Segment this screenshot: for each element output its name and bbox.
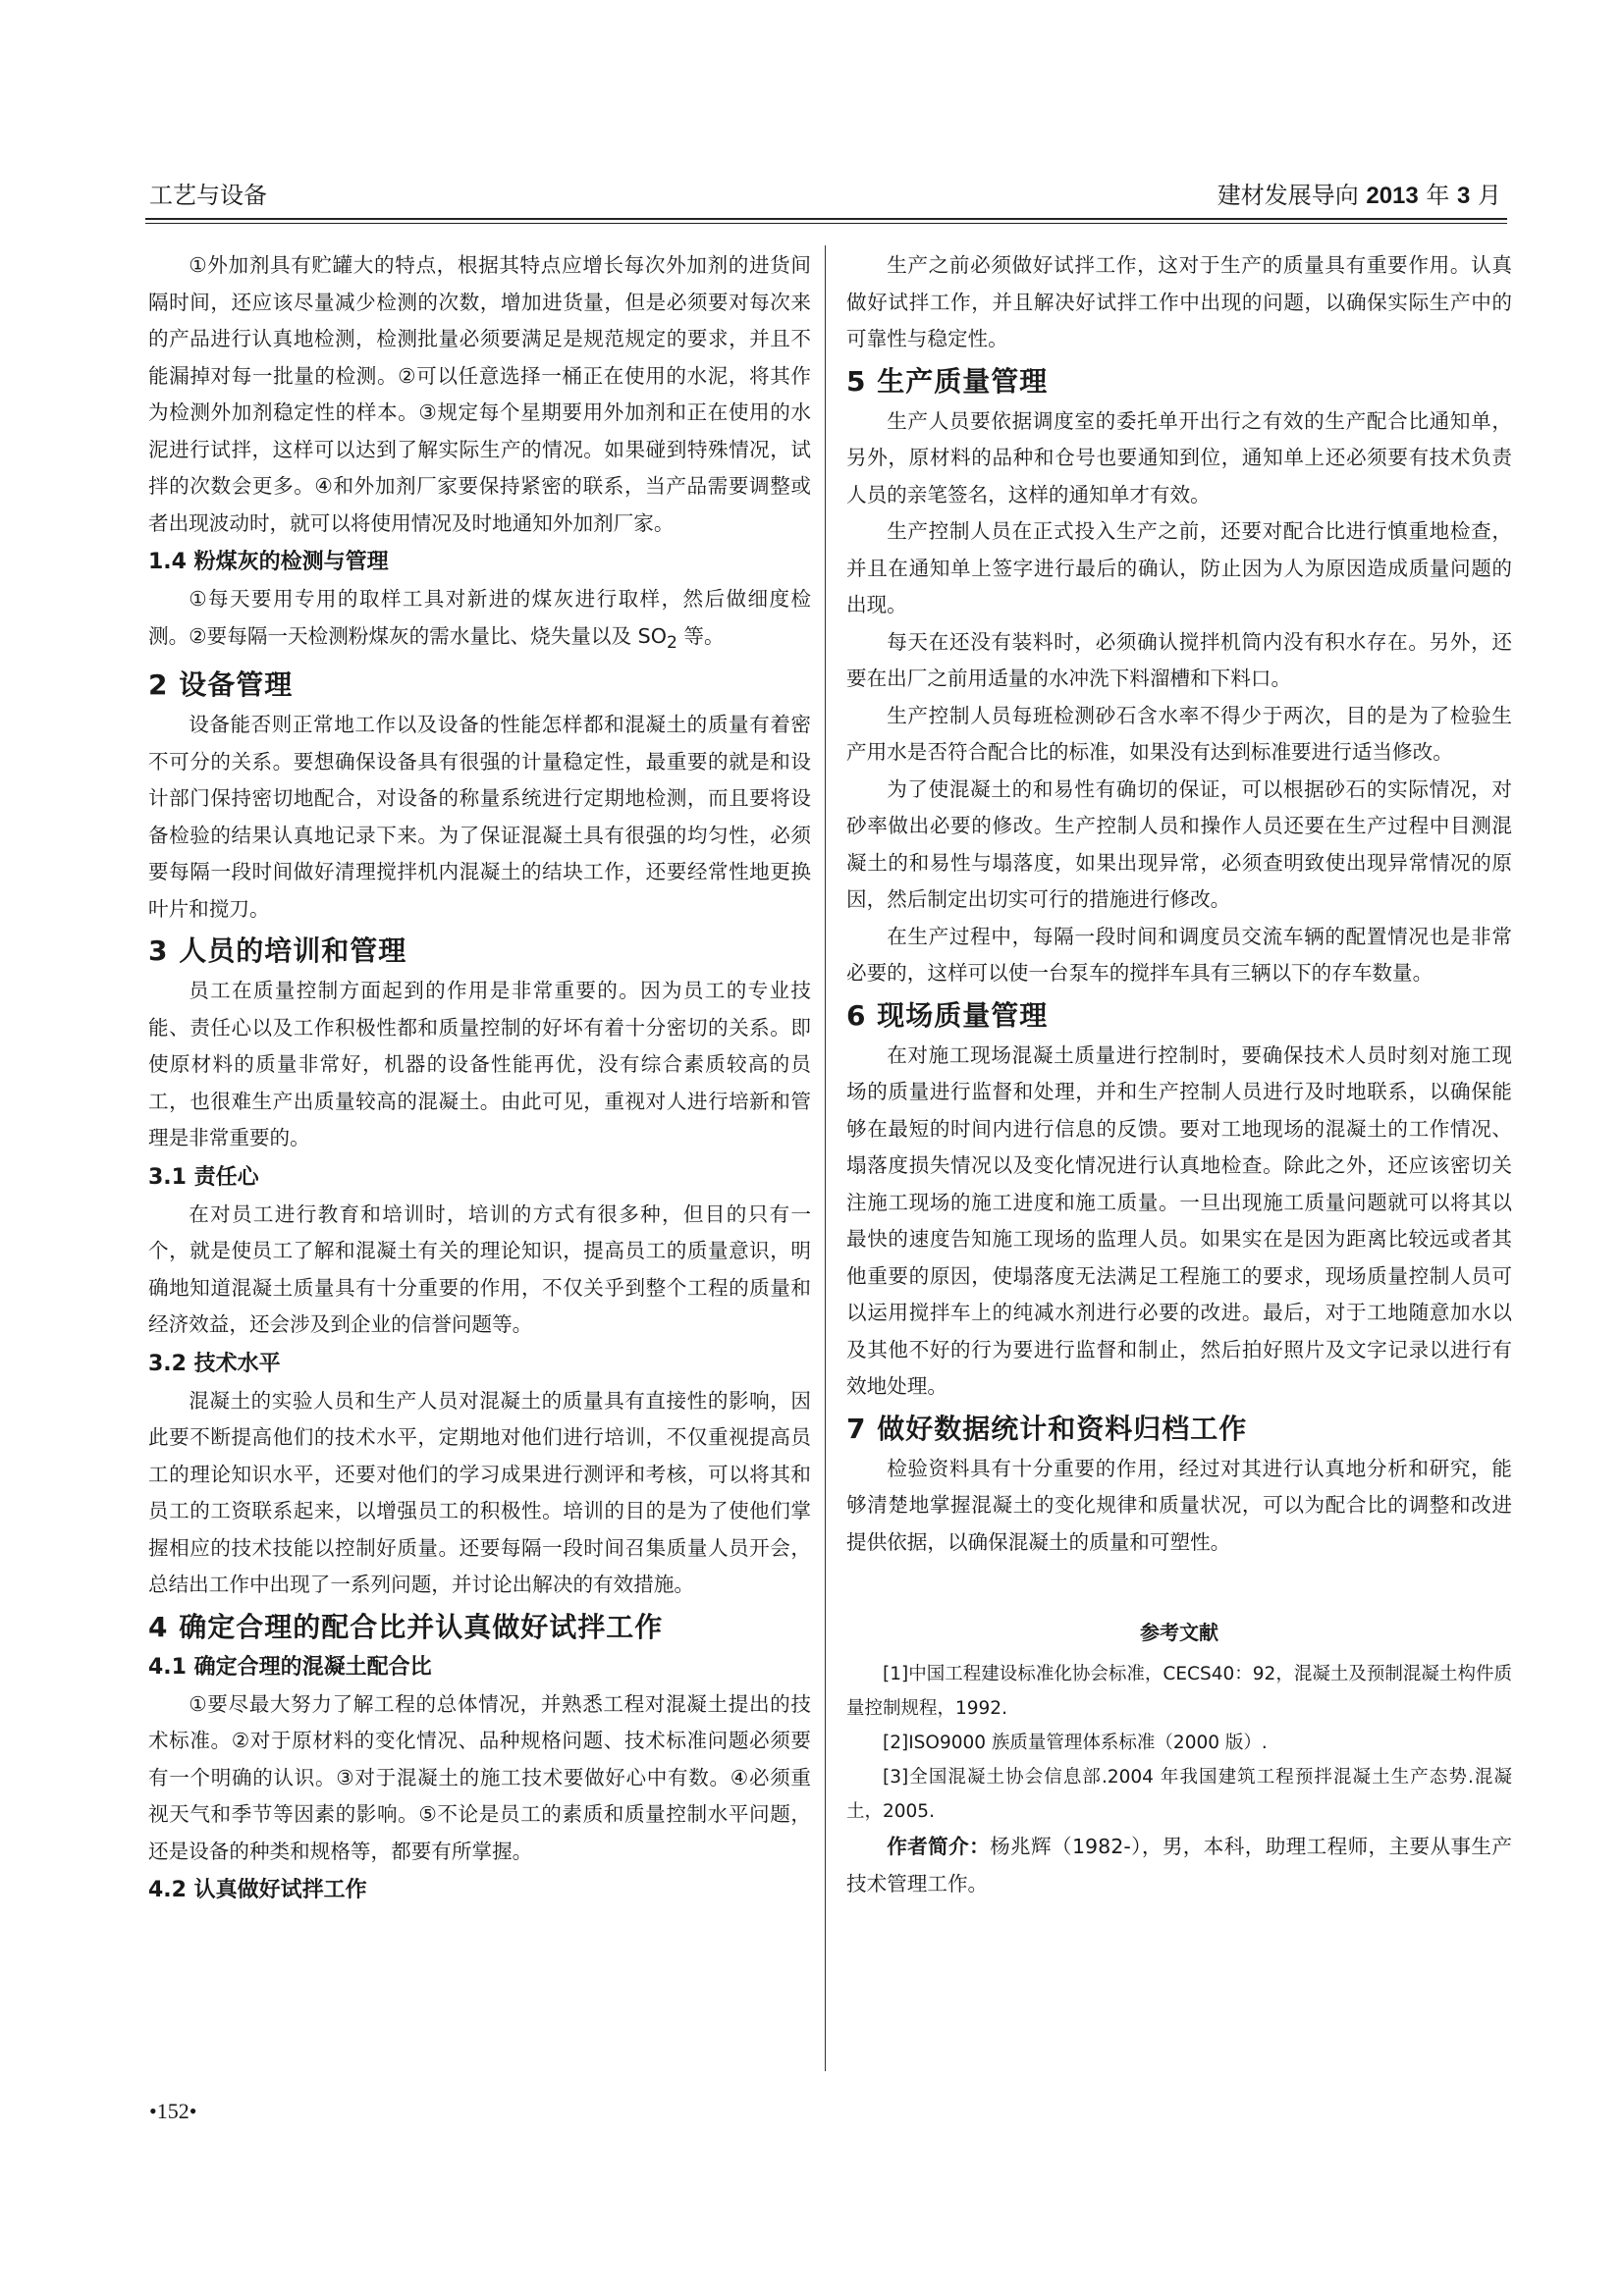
section-heading-7: 7 做好数据统计和资料归档工作 [846,1412,1248,1445]
author-bio [846,1829,1512,1902]
paragraph: 生产人员要依据调度室的委托单开出行之有效的生产配合比通知单，另外，原材料的品种和仓号也要通知到位，通知单上还必须要有技术负责人员的亲笔签名，这样的通知单才有效。 [846,408,1512,507]
section-heading-2: 2 设备管理 [148,668,294,702]
paragraph: 混凝土的实验人员和生产人员对混凝土的质量具有直接性的影响，因此要不断提高他们的技术水平，定期地对他们进行培训，不仅重视提高员工的理论知识水平，还要对他们的学习成果进行测评和考核，可以将其和员工的工资联系起来，以增强员工的积极性。培训的目的是为了使他们掌握相应的技术技能以控制好质量。还要每隔一段时间召集质量人员开会，总结出工作中出现了一系列问题，并讨论出解决的有效措施。 [148,1388,811,1597]
paragraph: ①每天要用专用的取样工具对新进的煤灰进行取样，然后做细度检测。②要每隔一天检测粉煤灰的需水量比、烧失量以及 $SO_2$ 等。 [148,587,811,653]
paragraph: 员工在质量控制方面起到的作用是非常重要的。因为员工的专业技能、责任心以及工作积极性都和质量控制的好坏有着十分密切的关系。即使原材料的质量非常好，机器的设备性能再优，没有综合素质较高的员工，也很难生产出质量较高的混凝土。由此可见，重视对人进行培新和管理是非常重要的。 [148,979,811,1150]
references-title: 参考文献 [1140,1621,1218,1644]
section-heading-3-2: 3.2 技术水平 [148,1351,281,1376]
journal-name: 建材发展导向 [1217,182,1359,209]
reference-item: [1]中国工程建设标准化协会标准，CECS40：92，混凝土及预制混凝土构件质量控制规程，1992. [846,1664,1512,1719]
page-number: •152• [149,2099,197,2123]
paragraph: 在对施工现场混凝土质量进行控制时，要确保技术人员时刻对施工现场的质量进行监督和处理，并和生产控制人员进行及时地联系，以确保能够在最短的时间内进行信息的反馈。要对工地现场的混凝土的工作情况、塌落度损失情况以及变化情况进行认真地检查。除此之外，还应该密切关注施工现场的施工进度和施工质量。一旦出现施工质量问题就可以将其以最快的速度告知施工现场的监理人员。如果实在是因为距离比较远或者其他重要的原因，使塌落度无法满足工程施工的要求，现场质量控制人员可以运用搅拌车上的纯减水剂进行必要的改进。最后，对于工地随意加水以及其他不好的行为要进行监督和制止，然后拍好照片及文字记录以进行有效地处理。 [846,1042,1512,1398]
paragraph: 生产控制人员在正式投入生产之前，还要对配合比进行慎重地检查，并且在通知单上签字进行最后的确认，防止因为人为原因造成质量问题的出现。 [846,519,1512,616]
section-heading-4-1: 4.1 确定合理的混凝土配合比 [148,1654,432,1680]
paragraph: ①外加剂具有贮罐大的特点，根据其特点应增长每次外加剂的进货间隔时间，还应该尽量减少检测的次数，增加进货量，但是必须要对每次来的产品进行认真地检测，检测批量必须要满足是规范规定的要求，并且不能漏掉对每一批量的检测。②可以任意选择一桶正在使用的水泥，将其作为检测外加剂稳定性的样本。③规定每个星期要用外加剂和正在使用的水泥进行试拌，这样可以达到了解实际生产的情况。如果碰到特殊情况，试拌的次数会更多。④和外加剂厂家要保持紧密的联系，当产品需要调整或者出现波动时，就可以将使用情况及时地通知外加剂厂家。 [148,253,811,535]
section-heading-4: 4 确定合理的配合比并认真做好试拌工作 [148,1610,664,1643]
paragraph: 在对员工进行教育和培训时，培训的方式有很多种，但目的只有一个，就是使员工了解和混凝土有关的理论知识，提高员工的质量意识，明确地知道混凝土质量具有十分重要的作用，不仅关乎到整个工程的质量和经济效益，还会涉及到企业的信誉问题等。 [148,1201,811,1337]
section-name: 工艺与设备 [149,182,267,209]
paragraph: 生产控制人员每班检测砂石含水率不得少于两次，目的是为了检验生产用水是否符合配合比的标准，如果没有达到标准要进行适当修改。 [846,703,1512,764]
section-heading-3: 3 人员的培训和管理 [148,934,407,968]
left-column [148,247,811,1909]
paragraph: 检验资料具有十分重要的作用，经过对其进行认真地分析和研究，能够清楚地掌握混凝土的变化规律和质量状况，可以为配合比的调整和改进提供依据，以确保混凝土的质量和可塑性。 [846,1456,1512,1554]
author-bio-label: 作者简介： [887,1835,991,1858]
header-rule-thin [145,223,1507,224]
column-divider [825,245,826,2071]
section-heading-5: 5 生产质量管理 [846,364,1049,398]
paragraph: ①要尽最大努力了解工程的总体情况，并熟悉工程对混凝土提出的技术标准。②对于原材料的变化情况、品种规格问题、技术标准问题必须要有一个明确的认识。③对于混凝土的施工技术要做好心中有数。④必须重视天气和季节等因素的影响。⑤不论是员工的素质和质量控制水平问题，还是设备的种类和规格等，都要有所掌握。 [148,1691,811,1863]
reference-item: [3]全国混凝土协会信息部.2004 年我国建筑工程预拌混凝土生产态势.混凝土，2005. [846,1767,1512,1822]
section-heading-1-4: 1.4 粉煤灰的检测与管理 [148,550,389,574]
section-heading-4-2: 4.2 认真做好试拌工作 [148,1878,367,1903]
paragraph: 生产之前必须做好试拌工作，这对于生产的质量具有重要作用。认真做好试拌工作，并且解决好试拌工作中出现的问题，以确保实际生产中的可靠性与稳定性。 [846,253,1512,350]
journal-issue: 建材发展导向 2013 年 3 月 [1217,182,1501,209]
section-heading-6: 6 现场质量管理 [846,998,1049,1032]
header-rule-thick [145,218,1507,220]
right-column [846,247,1512,1902]
paragraph: 为了使混凝土的和易性有确切的保证，可以根据砂石的实际情况，对砂率做出必要的修改。生产控制人员和操作人员还要在生产过程中目测混凝土的和易性与塌落度，如果出现异常，必须查明致使出现异常情况的原因，然后制定出切实可行的措施进行修改。 [846,776,1512,911]
paragraph: 每天在还没有装料时，必须确认搅拌机筒内没有积水存在。另外，还要在出厂之前用适量的水冲洗下料溜槽和下料口。 [846,629,1512,690]
reference-item: [2]ISO9000 族质量管理体系标准（2000 版）. [883,1733,1268,1753]
paragraph: 在生产过程中，每隔一段时间和调度员交流车辆的配置情况也是非常必要的，这样可以使一台泵车的搅拌车具有三辆以下的存车数量。 [846,924,1512,985]
issue-month: 3 [1457,183,1471,209]
issue-year: 2013 [1366,183,1419,209]
section-heading-3-1: 3.1 责任心 [148,1164,259,1190]
author-bio-text: 杨兆辉（1982-），男，本科，助理工程师，主要从事生产技术管理工作。 [846,1835,1512,1896]
page-header [145,175,1507,218]
paragraph: 设备能否则正常地工作以及设备的性能怎样都和混凝土的质量有着密不可分的关系。要想确保设备具有很强的计量稳定性，最重要的就是和设计部门保持密切地配合，对设备的称量系统进行定期地检测，而且要将设备检验的结果认真地记录下来。为了保证混凝土具有很强的均匀性，必须要每隔一段时间做好清理搅拌机内混凝土的结块工作，还要经常性地更换叶片和搅刀。 [148,713,811,921]
